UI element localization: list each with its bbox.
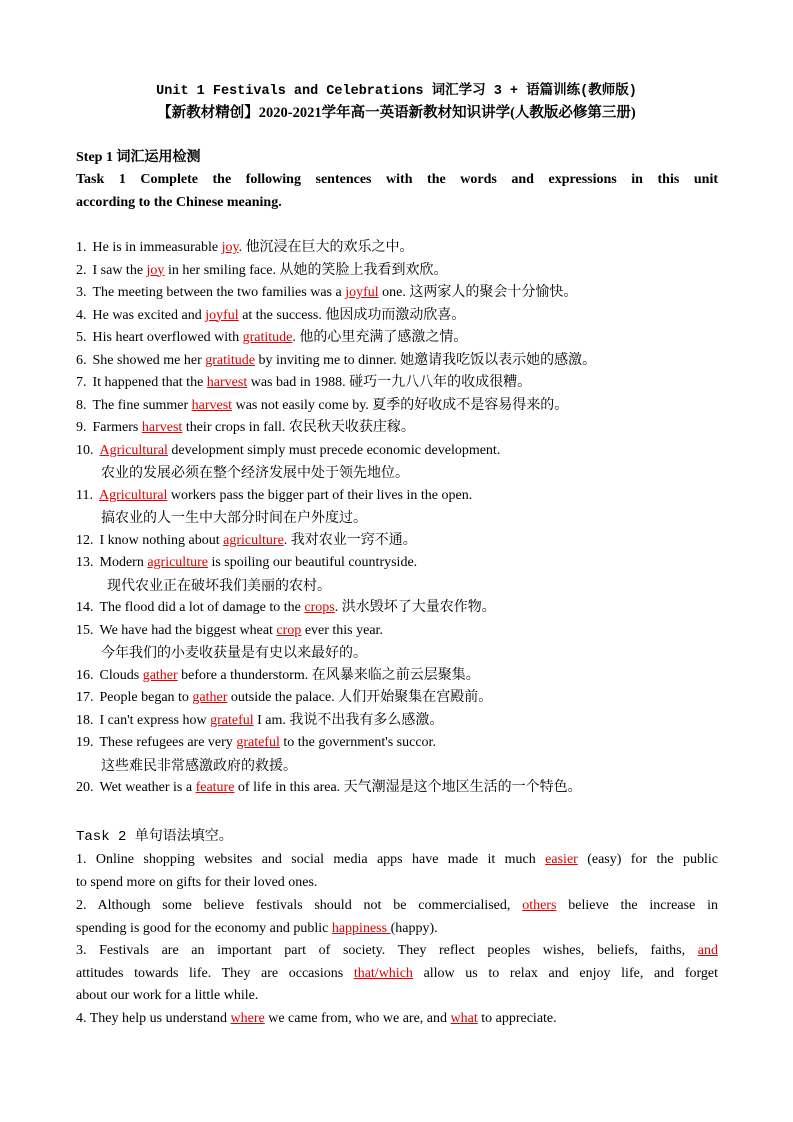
- item-answer: harvest: [206, 375, 248, 390]
- item-answer: joy: [146, 262, 165, 278]
- item-text-after: I am. 我说不出我有多么感激。: [253, 712, 444, 728]
- task2-q3-line2: [76, 965, 718, 983]
- item-answer: gratitude: [242, 330, 293, 345]
- item-text-after: ever this year.: [301, 622, 383, 638]
- task2-q1-line1: [76, 851, 718, 869]
- item-text-before: He was excited and: [92, 307, 206, 323]
- answer: easier: [545, 852, 578, 867]
- item-number: 12.: [76, 532, 94, 548]
- item-translation: 今年我们的小麦收获量是有史以来最好的。: [101, 645, 367, 661]
- task1-item: [76, 532, 417, 550]
- item-text-after: in her smiling face. 从她的笑脸上我看到欢欣。: [164, 262, 448, 278]
- item-text-after: at the success. 他因成功而激动欣喜。: [238, 307, 466, 323]
- item-text-before: Clouds: [99, 667, 143, 683]
- item-answer: feature: [195, 780, 235, 795]
- item-translation: 现代农业正在破坏我们美丽的农村。: [107, 577, 331, 594]
- item-text-before: We have had the biggest wheat: [99, 622, 277, 638]
- text: we came from, who we are, and: [264, 1011, 451, 1026]
- document-subtitle: 【新教材精创】2020-2021学年高一英语新教材知识讲学(人教版必修第三册): [157, 105, 636, 121]
- task1-item: [76, 779, 582, 797]
- task1-item: [76, 374, 531, 392]
- item-number: 18.: [76, 712, 94, 728]
- item-number: 7.: [76, 375, 87, 390]
- answer: others: [522, 898, 557, 913]
- item-answer: crop: [276, 622, 302, 638]
- text: allow us to relax and enjoy life, and forget: [412, 966, 718, 981]
- item-number: 16.: [76, 667, 94, 683]
- task1-instruction-line2: according to the Chinese meaning.: [76, 195, 282, 210]
- text: 4. They help us understand: [76, 1011, 231, 1026]
- item-translation: 农业的发展必须在整个经济发展中处于领先地位。: [101, 465, 409, 481]
- task1-item: [76, 307, 465, 325]
- item-number: 10.: [76, 442, 94, 458]
- task1-item: [76, 734, 436, 752]
- item-text-after: . 洪水毁坏了大量农作物。: [334, 600, 496, 615]
- item-number: 4.: [76, 307, 87, 323]
- item-number: 14.: [76, 600, 94, 615]
- document-title: Unit 1 Festivals and Celebrations 词汇学习 3 + 语篇训练(教师版): [156, 84, 637, 99]
- item-text-before: It happened that the: [92, 375, 207, 390]
- item-text-before: These refugees are very: [99, 735, 237, 750]
- item-answer: grateful: [210, 712, 254, 728]
- item-text-before: Modern: [99, 555, 148, 570]
- item-answer: Agricultural: [98, 487, 168, 503]
- item-text-after: is spoiling our beautiful countryside.: [207, 555, 418, 570]
- item-translation: 这些难民非常感激政府的救援。: [101, 757, 297, 774]
- item-answer: gather: [192, 690, 228, 705]
- task1-item: [76, 329, 467, 347]
- item-answer: crops: [304, 600, 335, 615]
- task2-q2-line2: [76, 920, 438, 938]
- answer: and: [697, 943, 718, 958]
- task1-item: [76, 689, 492, 707]
- item-number: 15.: [76, 622, 94, 638]
- task1-item: [76, 442, 500, 460]
- item-text-after: outside the palace. 人们开始聚集在宫殿前。: [227, 690, 493, 705]
- task1-item: [76, 239, 414, 257]
- item-text-after: development simply must precede economic development.: [167, 442, 501, 458]
- task2-q4: [76, 1010, 557, 1028]
- task1-item: [76, 667, 480, 685]
- item-text-before: The fine summer: [92, 397, 192, 413]
- item-number: 3.: [76, 285, 87, 300]
- task1-item: [76, 712, 443, 730]
- item-text-before: I can't express how: [99, 712, 211, 728]
- item-answer: gratitude: [205, 352, 256, 368]
- text: (happy).: [390, 921, 438, 936]
- item-number: 17.: [76, 690, 94, 705]
- item-text-after: . 他的心里充满了感激之情。: [292, 330, 468, 345]
- task1-item: [76, 419, 415, 437]
- task2-q2-line1: [76, 897, 718, 915]
- text: attitudes towards life. They are occasions: [76, 966, 354, 981]
- item-number: 1.: [76, 240, 87, 255]
- task1-item: [76, 352, 596, 370]
- answer: what: [450, 1011, 478, 1026]
- item-text-before: She showed me her: [92, 352, 206, 368]
- item-answer: agriculture: [223, 532, 284, 548]
- task1-item: [76, 599, 496, 617]
- item-text-after: to the government's succor.: [279, 735, 436, 750]
- item-text-before: I saw the: [92, 262, 147, 278]
- item-number: 11.: [76, 487, 93, 503]
- task1-item: [76, 487, 472, 505]
- item-answer: gather: [142, 667, 178, 683]
- text: believe the increase in: [556, 898, 718, 913]
- task1-item: [76, 284, 577, 302]
- task2-q3-line1: [76, 942, 718, 960]
- task1-item: [76, 262, 448, 280]
- step1-heading: Step 1 词汇运用检测: [76, 150, 201, 165]
- answer: where: [230, 1011, 265, 1026]
- item-number: 8.: [76, 397, 87, 413]
- text: to appreciate.: [477, 1011, 557, 1026]
- item-number: 13.: [76, 555, 94, 570]
- item-translation: 搞农业的人一生中大部分时间在户外度过。: [101, 510, 367, 526]
- text: 1. Online shopping websites and social media apps have made it much: [76, 852, 546, 867]
- item-text-after: by inviting me to dinner. 她邀请我吃饭以表示她的感激。: [255, 352, 597, 368]
- item-text-before: Farmers: [92, 420, 142, 435]
- item-text-before: I know nothing about: [99, 532, 224, 548]
- text: (easy) for the public: [577, 852, 718, 867]
- item-answer: agriculture: [147, 555, 208, 570]
- item-text-after: of life in this area. 天气潮湿是这个地区生活的一个特色。: [234, 780, 582, 795]
- item-text-after: their crops in fall. 农民秋天收获庄稼。: [182, 420, 415, 435]
- item-text-after: was bad in 1988. 碰巧一九八八年的收成很糟。: [247, 375, 532, 390]
- item-number: 20.: [76, 780, 94, 795]
- item-text-before: The meeting between the two families was a: [92, 285, 346, 300]
- item-text-after: . 他沉浸在巨大的欢乐之中。: [238, 240, 414, 255]
- answer: that/which: [353, 966, 413, 981]
- item-answer: joy: [221, 240, 239, 255]
- task2-heading: Task 2 单句语法填空。: [76, 829, 233, 845]
- item-number: 9.: [76, 420, 87, 435]
- item-number: 19.: [76, 735, 94, 750]
- item-text-after: workers pass the bigger part of their lives in the open.: [167, 487, 473, 503]
- item-text-before: Wet weather is a: [99, 780, 196, 795]
- item-text-before: He is in immeasurable: [92, 240, 222, 255]
- item-number: 2.: [76, 262, 87, 278]
- item-answer: joyful: [205, 307, 239, 323]
- item-answer: harvest: [141, 420, 183, 435]
- item-text-after: one. 这两家人的聚会十分愉快。: [378, 285, 578, 300]
- item-answer: harvest: [191, 397, 233, 413]
- item-text-after: . 我对农业一窍不通。: [283, 532, 417, 548]
- item-text-after: before a thunderstorm. 在风暴来临之前云层聚集。: [177, 667, 480, 683]
- item-text-before: The flood did a lot of damage to the: [99, 600, 305, 615]
- text: spending is good for the economy and public: [76, 921, 332, 936]
- task1-instruction-line1: Task 1 Complete the following sentences with the words and expressions in this unit: [76, 172, 718, 187]
- item-number: 5.: [76, 330, 87, 345]
- item-text-before: His heart overflowed with: [92, 330, 243, 345]
- answer: happiness: [331, 921, 391, 936]
- task1-item: [76, 397, 568, 415]
- task1-item: [76, 622, 383, 640]
- item-number: 6.: [76, 352, 87, 368]
- task2-q1-line2: to spend more on gifts for their loved ones.: [76, 875, 318, 890]
- task1-item: [76, 554, 417, 572]
- item-text-before: People began to: [99, 690, 193, 705]
- item-answer: grateful: [236, 735, 280, 750]
- item-text-after: was not easily come by. 夏季的好收成不是容易得来的。: [232, 397, 569, 413]
- item-answer: Agricultural: [99, 442, 168, 458]
- task2-q3-line3: about our work for a little while.: [76, 988, 259, 1003]
- text: 2. Although some believe festivals should not be commercialised,: [76, 898, 523, 913]
- item-answer: joyful: [345, 285, 379, 300]
- text: 3. Festivals are an important part of society. They reflect peoples wishes, beliefs, faiths,: [76, 943, 698, 958]
